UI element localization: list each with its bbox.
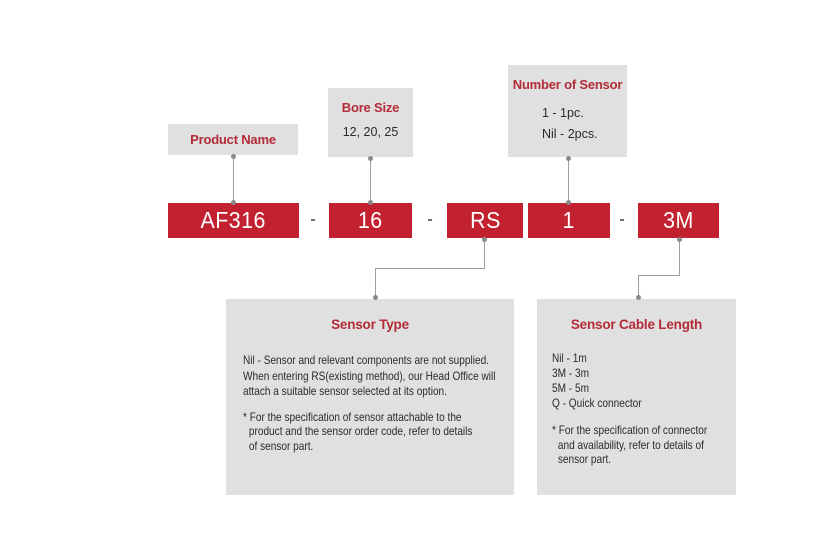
number-of-sensor-options (508, 103, 627, 145)
connector-dot (368, 200, 373, 205)
code-segment-value: AF316 (200, 207, 267, 233)
product-name-label-box (168, 124, 298, 155)
code-separator: - (310, 211, 316, 228)
sensor-type-panel-title: Sensor Type (331, 317, 409, 332)
connector-dot (231, 154, 236, 159)
connector-dot (482, 237, 487, 242)
sensor-type-note (226, 410, 514, 454)
connector-line-sensor-type (375, 268, 376, 297)
connector-dot (566, 200, 571, 205)
connector-line-sensor-count (568, 158, 569, 203)
connector-dot (677, 237, 682, 242)
code-segment-value: 3M (663, 207, 694, 233)
number-of-sensor-title: Number of Sensor (512, 77, 623, 92)
note-line: of sensor part. (248, 438, 314, 453)
connector-line-cable-length (679, 240, 680, 275)
connector-dot (566, 156, 571, 161)
connector-dot (373, 295, 378, 300)
connector-line-bore (370, 158, 371, 203)
code-segment-sensor-count (528, 203, 610, 238)
body-line: Nil - Sensor and relevant components are not supplied. (243, 353, 489, 367)
bore-size-label-box (328, 88, 413, 157)
connector-line-sensor-type (484, 240, 485, 268)
code-segment-sensor-type (447, 203, 523, 238)
body-line: attach a suitable sensor selected at its option. (243, 384, 447, 398)
option-line: 3M - 3m (552, 366, 589, 380)
connector-line-cable-length (638, 275, 639, 297)
code-separator: - (619, 211, 625, 228)
sensor-cable-length-note (537, 423, 736, 467)
number-of-sensor-option: 1 - 1pc. (542, 106, 584, 120)
code-segment-value: 1 (562, 207, 576, 233)
sensor-cable-length-options (537, 351, 736, 411)
bore-size-title: Bore Size (341, 100, 400, 115)
connector-line-cable-length (638, 275, 680, 276)
code-segment-cable-length (638, 203, 719, 238)
connector-dot (368, 156, 373, 161)
code-segment-bore (329, 203, 412, 238)
body-line: When entering RS(existing method), our Head Office will (243, 368, 496, 383)
option-line: Q - Quick connector (552, 396, 642, 410)
connector-line-product (233, 157, 234, 203)
connector-line-sensor-type (375, 268, 485, 269)
option-line: 5M - 5m (552, 381, 589, 395)
code-segment-product (168, 203, 299, 238)
connector-dot (636, 295, 641, 300)
code-segment-value: 16 (358, 207, 383, 233)
bore-size-values: 12, 20, 25 (342, 125, 399, 139)
note-line: sensor part. (557, 452, 612, 466)
note-line: product and the sensor order code, refer to details (248, 424, 473, 438)
note-line: * For the specification of sensor attachable to the (243, 409, 462, 424)
number-of-sensor-label-box (508, 65, 627, 157)
code-separator: - (427, 211, 433, 228)
sensor-type-panel (226, 299, 514, 495)
number-of-sensor-option: Nil - 2pcs. (542, 127, 598, 141)
sensor-type-description (226, 353, 514, 400)
note-line: * For the specification of connector (552, 423, 708, 437)
product-name-title: Product Name (190, 132, 276, 147)
option-line: Nil - 1m (552, 351, 587, 365)
sensor-cable-length-panel-title: Sensor Cable Length (570, 317, 703, 332)
code-segment-value: RS (469, 207, 501, 233)
note-line: and availability, refer to details of (557, 437, 704, 452)
sensor-cable-length-panel (537, 299, 736, 495)
connector-dot (231, 200, 236, 205)
